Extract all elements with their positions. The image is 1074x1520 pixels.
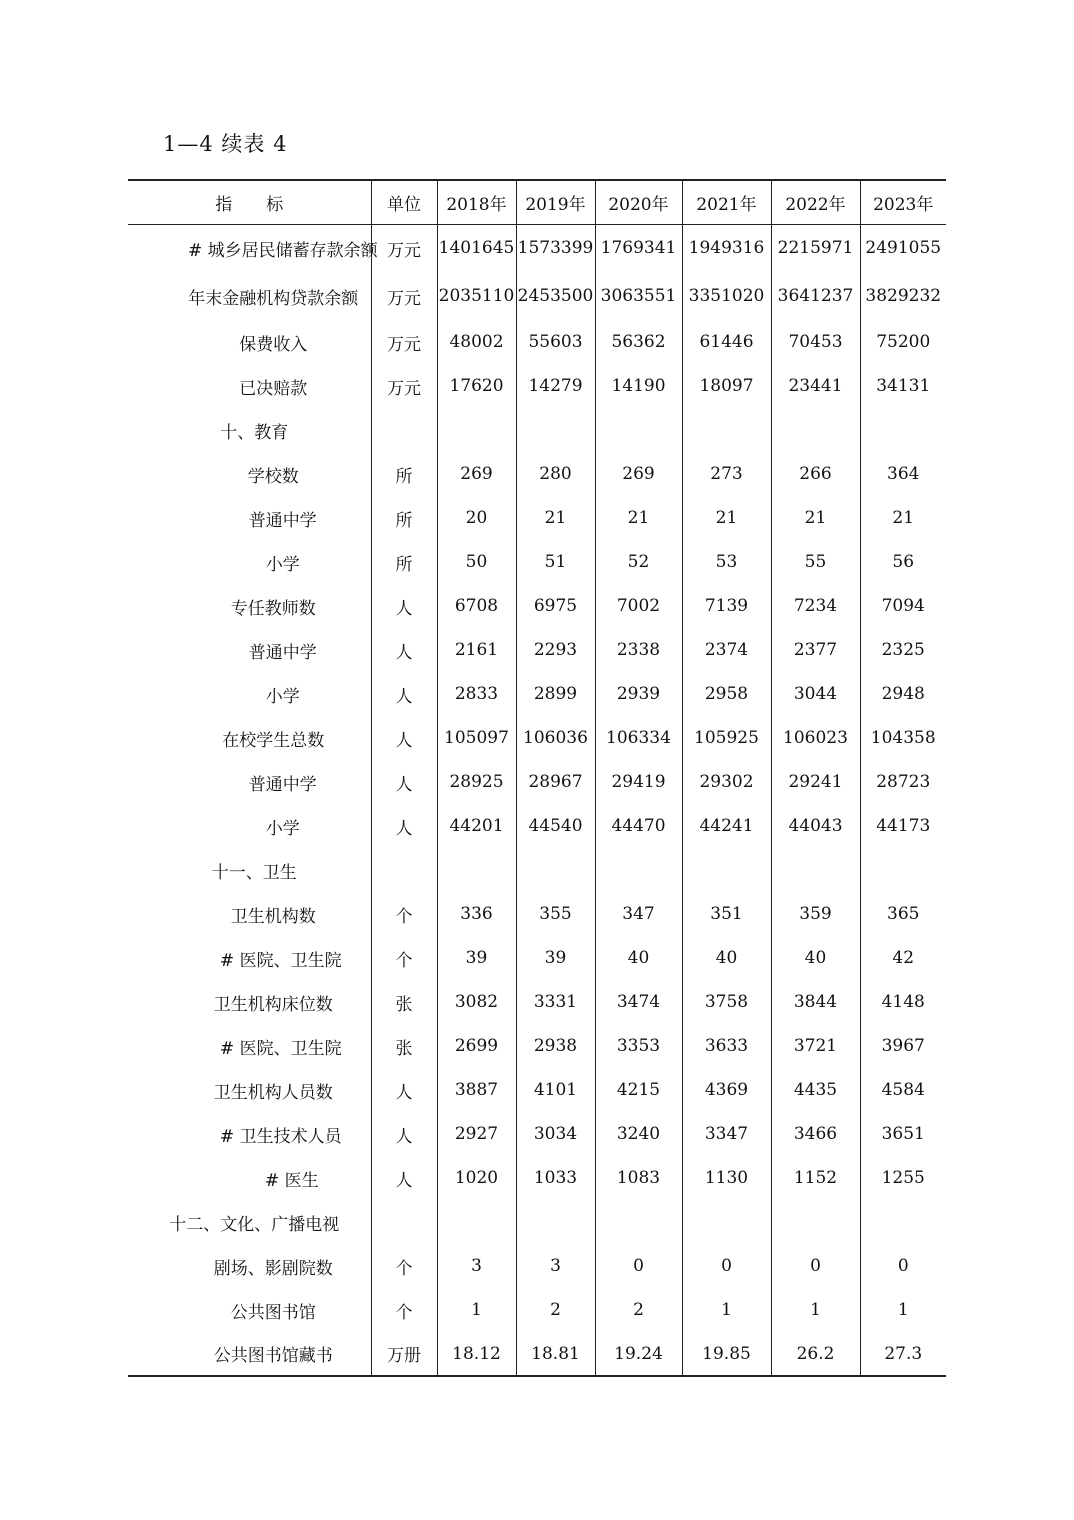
value-cell: 56 — [860, 540, 946, 584]
indicator-label: 普通中学 — [128, 628, 371, 672]
unit-cell: 万元 — [371, 272, 437, 320]
value-cell: 3353 — [595, 1024, 682, 1068]
unit-cell — [371, 408, 437, 452]
value-cell: 20 — [437, 496, 516, 540]
value-cell: 3466 — [771, 1112, 860, 1156]
value-cell: 14279 — [516, 364, 595, 408]
value-cell: 6708 — [437, 584, 516, 628]
value-cell: 21 — [595, 496, 682, 540]
value-cell: 0 — [595, 1244, 682, 1288]
value-cell: 3034 — [516, 1112, 595, 1156]
value-cell: 4584 — [860, 1068, 946, 1112]
value-cell: 0 — [771, 1244, 860, 1288]
value-cell: 28925 — [437, 760, 516, 804]
value-cell: 2699 — [437, 1024, 516, 1068]
table-row — [128, 936, 946, 980]
indicator-label: # 医生 — [128, 1156, 371, 1200]
value-cell — [437, 1200, 516, 1244]
value-cell — [860, 848, 946, 892]
value-cell: 2161 — [437, 628, 516, 672]
unit-cell: 个 — [371, 1244, 437, 1288]
value-cell: 48002 — [437, 320, 516, 364]
value-cell: 4148 — [860, 980, 946, 1024]
value-cell: 106334 — [595, 716, 682, 760]
value-cell: 2377 — [771, 628, 860, 672]
value-cell: 2035110 — [437, 272, 516, 320]
unit-cell: 张 — [371, 980, 437, 1024]
value-cell: 28723 — [860, 760, 946, 804]
value-cell: 17620 — [437, 364, 516, 408]
value-cell: 2927 — [437, 1112, 516, 1156]
value-cell — [595, 848, 682, 892]
value-cell: 55 — [771, 540, 860, 584]
value-cell: 0 — [682, 1244, 771, 1288]
value-cell: 1 — [771, 1288, 860, 1332]
value-cell: 3063551 — [595, 272, 682, 320]
value-cell: 27.3 — [860, 1332, 946, 1376]
value-cell: 14190 — [595, 364, 682, 408]
value-cell: 1 — [437, 1288, 516, 1332]
table-row — [128, 496, 946, 540]
statistics-table — [128, 179, 946, 1377]
table-row — [128, 1332, 946, 1376]
value-cell: 19.85 — [682, 1332, 771, 1376]
value-cell: 3347 — [682, 1112, 771, 1156]
value-cell: 21 — [682, 496, 771, 540]
value-cell: 280 — [516, 452, 595, 496]
value-cell: 2899 — [516, 672, 595, 716]
value-cell: 7139 — [682, 584, 771, 628]
value-cell — [682, 408, 771, 452]
unit-cell: 人 — [371, 1068, 437, 1112]
value-cell: 1083 — [595, 1156, 682, 1200]
value-cell: 2833 — [437, 672, 516, 716]
value-cell: 3844 — [771, 980, 860, 1024]
table-row — [128, 272, 946, 320]
value-cell: 355 — [516, 892, 595, 936]
value-cell: 0 — [860, 1244, 946, 1288]
indicator-label: 卫生机构床位数 — [128, 980, 371, 1024]
value-cell: 3 — [516, 1244, 595, 1288]
value-cell: 6975 — [516, 584, 595, 628]
header-unit: 单位 — [371, 180, 437, 224]
section-title: 十一、卫生 — [128, 848, 371, 892]
table-row — [128, 672, 946, 716]
value-cell: 55603 — [516, 320, 595, 364]
table-row — [128, 452, 946, 496]
value-cell: 7094 — [860, 584, 946, 628]
value-cell: 2374 — [682, 628, 771, 672]
table-row — [128, 320, 946, 364]
unit-cell: 人 — [371, 1112, 437, 1156]
unit-cell: 所 — [371, 496, 437, 540]
indicator-label: # 医院、卫生院 — [128, 1024, 371, 1068]
value-cell: 23441 — [771, 364, 860, 408]
value-cell: 269 — [437, 452, 516, 496]
indicator-label: 普通中学 — [128, 496, 371, 540]
value-cell: 3887 — [437, 1068, 516, 1112]
value-cell: 1573399 — [516, 224, 595, 272]
value-cell: 18.12 — [437, 1332, 516, 1376]
value-cell: 3240 — [595, 1112, 682, 1156]
value-cell: 70453 — [771, 320, 860, 364]
value-cell: 7002 — [595, 584, 682, 628]
value-cell: 3967 — [860, 1024, 946, 1068]
value-cell: 2338 — [595, 628, 682, 672]
value-cell — [771, 1200, 860, 1244]
value-cell: 40 — [595, 936, 682, 980]
value-cell — [516, 848, 595, 892]
value-cell: 40 — [682, 936, 771, 980]
value-cell: 1 — [860, 1288, 946, 1332]
value-cell: 1769341 — [595, 224, 682, 272]
value-cell: 2293 — [516, 628, 595, 672]
value-cell: 53 — [682, 540, 771, 584]
value-cell: 3082 — [437, 980, 516, 1024]
value-cell: 21 — [860, 496, 946, 540]
value-cell: 2939 — [595, 672, 682, 716]
table-row — [128, 1068, 946, 1112]
table-row — [128, 1112, 946, 1156]
value-cell: 351 — [682, 892, 771, 936]
unit-cell: 人 — [371, 1156, 437, 1200]
value-cell — [437, 848, 516, 892]
indicator-label: 专任教师数 — [128, 584, 371, 628]
indicator-label: 保费收入 — [128, 320, 371, 364]
unit-cell: 万元 — [371, 320, 437, 364]
table-row — [128, 892, 946, 936]
indicator-label: 学校数 — [128, 452, 371, 496]
value-cell: 44201 — [437, 804, 516, 848]
indicator-label: # 城乡居民储蓄存款余额 — [128, 224, 371, 272]
table-title: 1—4 续表 4 — [163, 132, 288, 156]
value-cell: 347 — [595, 892, 682, 936]
unit-cell: 万册 — [371, 1332, 437, 1376]
indicator-label: 已决赔款 — [128, 364, 371, 408]
indicator-label: 卫生机构人员数 — [128, 1068, 371, 1112]
value-cell: 34131 — [860, 364, 946, 408]
value-cell: 106036 — [516, 716, 595, 760]
unit-cell: 人 — [371, 584, 437, 628]
unit-cell: 人 — [371, 672, 437, 716]
table-row — [128, 584, 946, 628]
value-cell: 2215971 — [771, 224, 860, 272]
value-cell: 3351020 — [682, 272, 771, 320]
value-cell — [860, 408, 946, 452]
section-header-row — [128, 408, 946, 452]
value-cell: 3829232 — [860, 272, 946, 320]
value-cell: 1020 — [437, 1156, 516, 1200]
header-year: 2021年 — [682, 180, 771, 224]
unit-cell: 个 — [371, 892, 437, 936]
value-cell: 105097 — [437, 716, 516, 760]
unit-cell: 人 — [371, 628, 437, 672]
value-cell: 26.2 — [771, 1332, 860, 1376]
unit-cell: 人 — [371, 760, 437, 804]
value-cell: 1033 — [516, 1156, 595, 1200]
indicator-label: 剧场、影剧院数 — [128, 1244, 371, 1288]
table-row — [128, 1288, 946, 1332]
value-cell: 3331 — [516, 980, 595, 1024]
value-cell: 2948 — [860, 672, 946, 716]
value-cell: 56362 — [595, 320, 682, 364]
value-cell: 1152 — [771, 1156, 860, 1200]
value-cell: 18097 — [682, 364, 771, 408]
indicator-label: 卫生机构数 — [128, 892, 371, 936]
value-cell: 52 — [595, 540, 682, 584]
header-year: 2022年 — [771, 180, 860, 224]
unit-cell: 人 — [371, 804, 437, 848]
value-cell — [860, 1200, 946, 1244]
indicator-label: 在校学生总数 — [128, 716, 371, 760]
value-cell: 39 — [516, 936, 595, 980]
header-row — [128, 180, 946, 224]
unit-cell: 所 — [371, 540, 437, 584]
section-header-row — [128, 848, 946, 892]
value-cell: 44540 — [516, 804, 595, 848]
table-row — [128, 224, 946, 272]
value-cell: 3 — [437, 1244, 516, 1288]
value-cell: 1949316 — [682, 224, 771, 272]
unit-cell: 个 — [371, 1288, 437, 1332]
value-cell: 3641237 — [771, 272, 860, 320]
indicator-label: # 医院、卫生院 — [128, 936, 371, 980]
table-row — [128, 760, 946, 804]
unit-cell: 万元 — [371, 364, 437, 408]
value-cell: 21 — [771, 496, 860, 540]
value-cell: 40 — [771, 936, 860, 980]
table-row — [128, 1156, 946, 1200]
value-cell: 4215 — [595, 1068, 682, 1112]
value-cell: 336 — [437, 892, 516, 936]
value-cell: 29419 — [595, 760, 682, 804]
value-cell: 2938 — [516, 1024, 595, 1068]
value-cell — [437, 408, 516, 452]
value-cell: 21 — [516, 496, 595, 540]
value-cell: 1 — [682, 1288, 771, 1332]
value-cell: 104358 — [860, 716, 946, 760]
indicator-label: 小学 — [128, 804, 371, 848]
value-cell: 3633 — [682, 1024, 771, 1068]
value-cell: 1401645 — [437, 224, 516, 272]
value-cell: 2 — [595, 1288, 682, 1332]
header-year: 2018年 — [437, 180, 516, 224]
table-row — [128, 1024, 946, 1068]
value-cell — [682, 848, 771, 892]
table-row — [128, 364, 946, 408]
value-cell: 4101 — [516, 1068, 595, 1112]
value-cell: 266 — [771, 452, 860, 496]
table-row — [128, 540, 946, 584]
value-cell — [682, 1200, 771, 1244]
value-cell — [771, 408, 860, 452]
indicator-label: 年末金融机构贷款余额 — [128, 272, 371, 320]
value-cell: 19.24 — [595, 1332, 682, 1376]
value-cell: 105925 — [682, 716, 771, 760]
table-row — [128, 1244, 946, 1288]
value-cell — [595, 1200, 682, 1244]
value-cell: 2325 — [860, 628, 946, 672]
value-cell — [771, 848, 860, 892]
value-cell: 269 — [595, 452, 682, 496]
value-cell: 273 — [682, 452, 771, 496]
value-cell: 1255 — [860, 1156, 946, 1200]
value-cell: 3758 — [682, 980, 771, 1024]
indicator-label: 小学 — [128, 540, 371, 584]
value-cell: 364 — [860, 452, 946, 496]
value-cell: 39 — [437, 936, 516, 980]
value-cell: 7234 — [771, 584, 860, 628]
table-body — [128, 224, 946, 1376]
value-cell — [516, 1200, 595, 1244]
value-cell: 359 — [771, 892, 860, 936]
value-cell: 2491055 — [860, 224, 946, 272]
table-row — [128, 804, 946, 848]
value-cell: 106023 — [771, 716, 860, 760]
value-cell: 2453500 — [516, 272, 595, 320]
header-year: 2023年 — [860, 180, 946, 224]
header-indicator: 指 标 — [128, 180, 371, 224]
indicator-label: 公共图书馆藏书 — [128, 1332, 371, 1376]
value-cell — [516, 408, 595, 452]
value-cell: 3044 — [771, 672, 860, 716]
unit-cell — [371, 1200, 437, 1244]
value-cell: 44173 — [860, 804, 946, 848]
table-row — [128, 628, 946, 672]
value-cell: 50 — [437, 540, 516, 584]
value-cell: 4369 — [682, 1068, 771, 1112]
indicator-label: 小学 — [128, 672, 371, 716]
value-cell: 61446 — [682, 320, 771, 364]
table-row — [128, 980, 946, 1024]
value-cell: 4435 — [771, 1068, 860, 1112]
value-cell: 51 — [516, 540, 595, 584]
value-cell: 28967 — [516, 760, 595, 804]
value-cell: 42 — [860, 936, 946, 980]
value-cell: 2 — [516, 1288, 595, 1332]
unit-cell: 个 — [371, 936, 437, 980]
value-cell: 1130 — [682, 1156, 771, 1200]
value-cell: 2958 — [682, 672, 771, 716]
indicator-label: 公共图书馆 — [128, 1288, 371, 1332]
unit-cell: 所 — [371, 452, 437, 496]
value-cell: 3651 — [860, 1112, 946, 1156]
indicator-label: 普通中学 — [128, 760, 371, 804]
value-cell: 29302 — [682, 760, 771, 804]
value-cell — [595, 408, 682, 452]
value-cell: 18.81 — [516, 1332, 595, 1376]
unit-cell: 人 — [371, 716, 437, 760]
indicator-label: # 卫生技术人员 — [128, 1112, 371, 1156]
section-title: 十二、文化、广播电视 — [128, 1200, 371, 1244]
header-year: 2020年 — [595, 180, 682, 224]
section-header-row — [128, 1200, 946, 1244]
header-year: 2019年 — [516, 180, 595, 224]
value-cell: 75200 — [860, 320, 946, 364]
value-cell: 365 — [860, 892, 946, 936]
value-cell: 3721 — [771, 1024, 860, 1068]
value-cell: 44043 — [771, 804, 860, 848]
value-cell: 29241 — [771, 760, 860, 804]
unit-cell: 万元 — [371, 224, 437, 272]
section-title: 十、教育 — [128, 408, 371, 452]
unit-cell: 张 — [371, 1024, 437, 1068]
value-cell: 44470 — [595, 804, 682, 848]
value-cell: 3474 — [595, 980, 682, 1024]
value-cell: 44241 — [682, 804, 771, 848]
table-row — [128, 716, 946, 760]
unit-cell — [371, 848, 437, 892]
